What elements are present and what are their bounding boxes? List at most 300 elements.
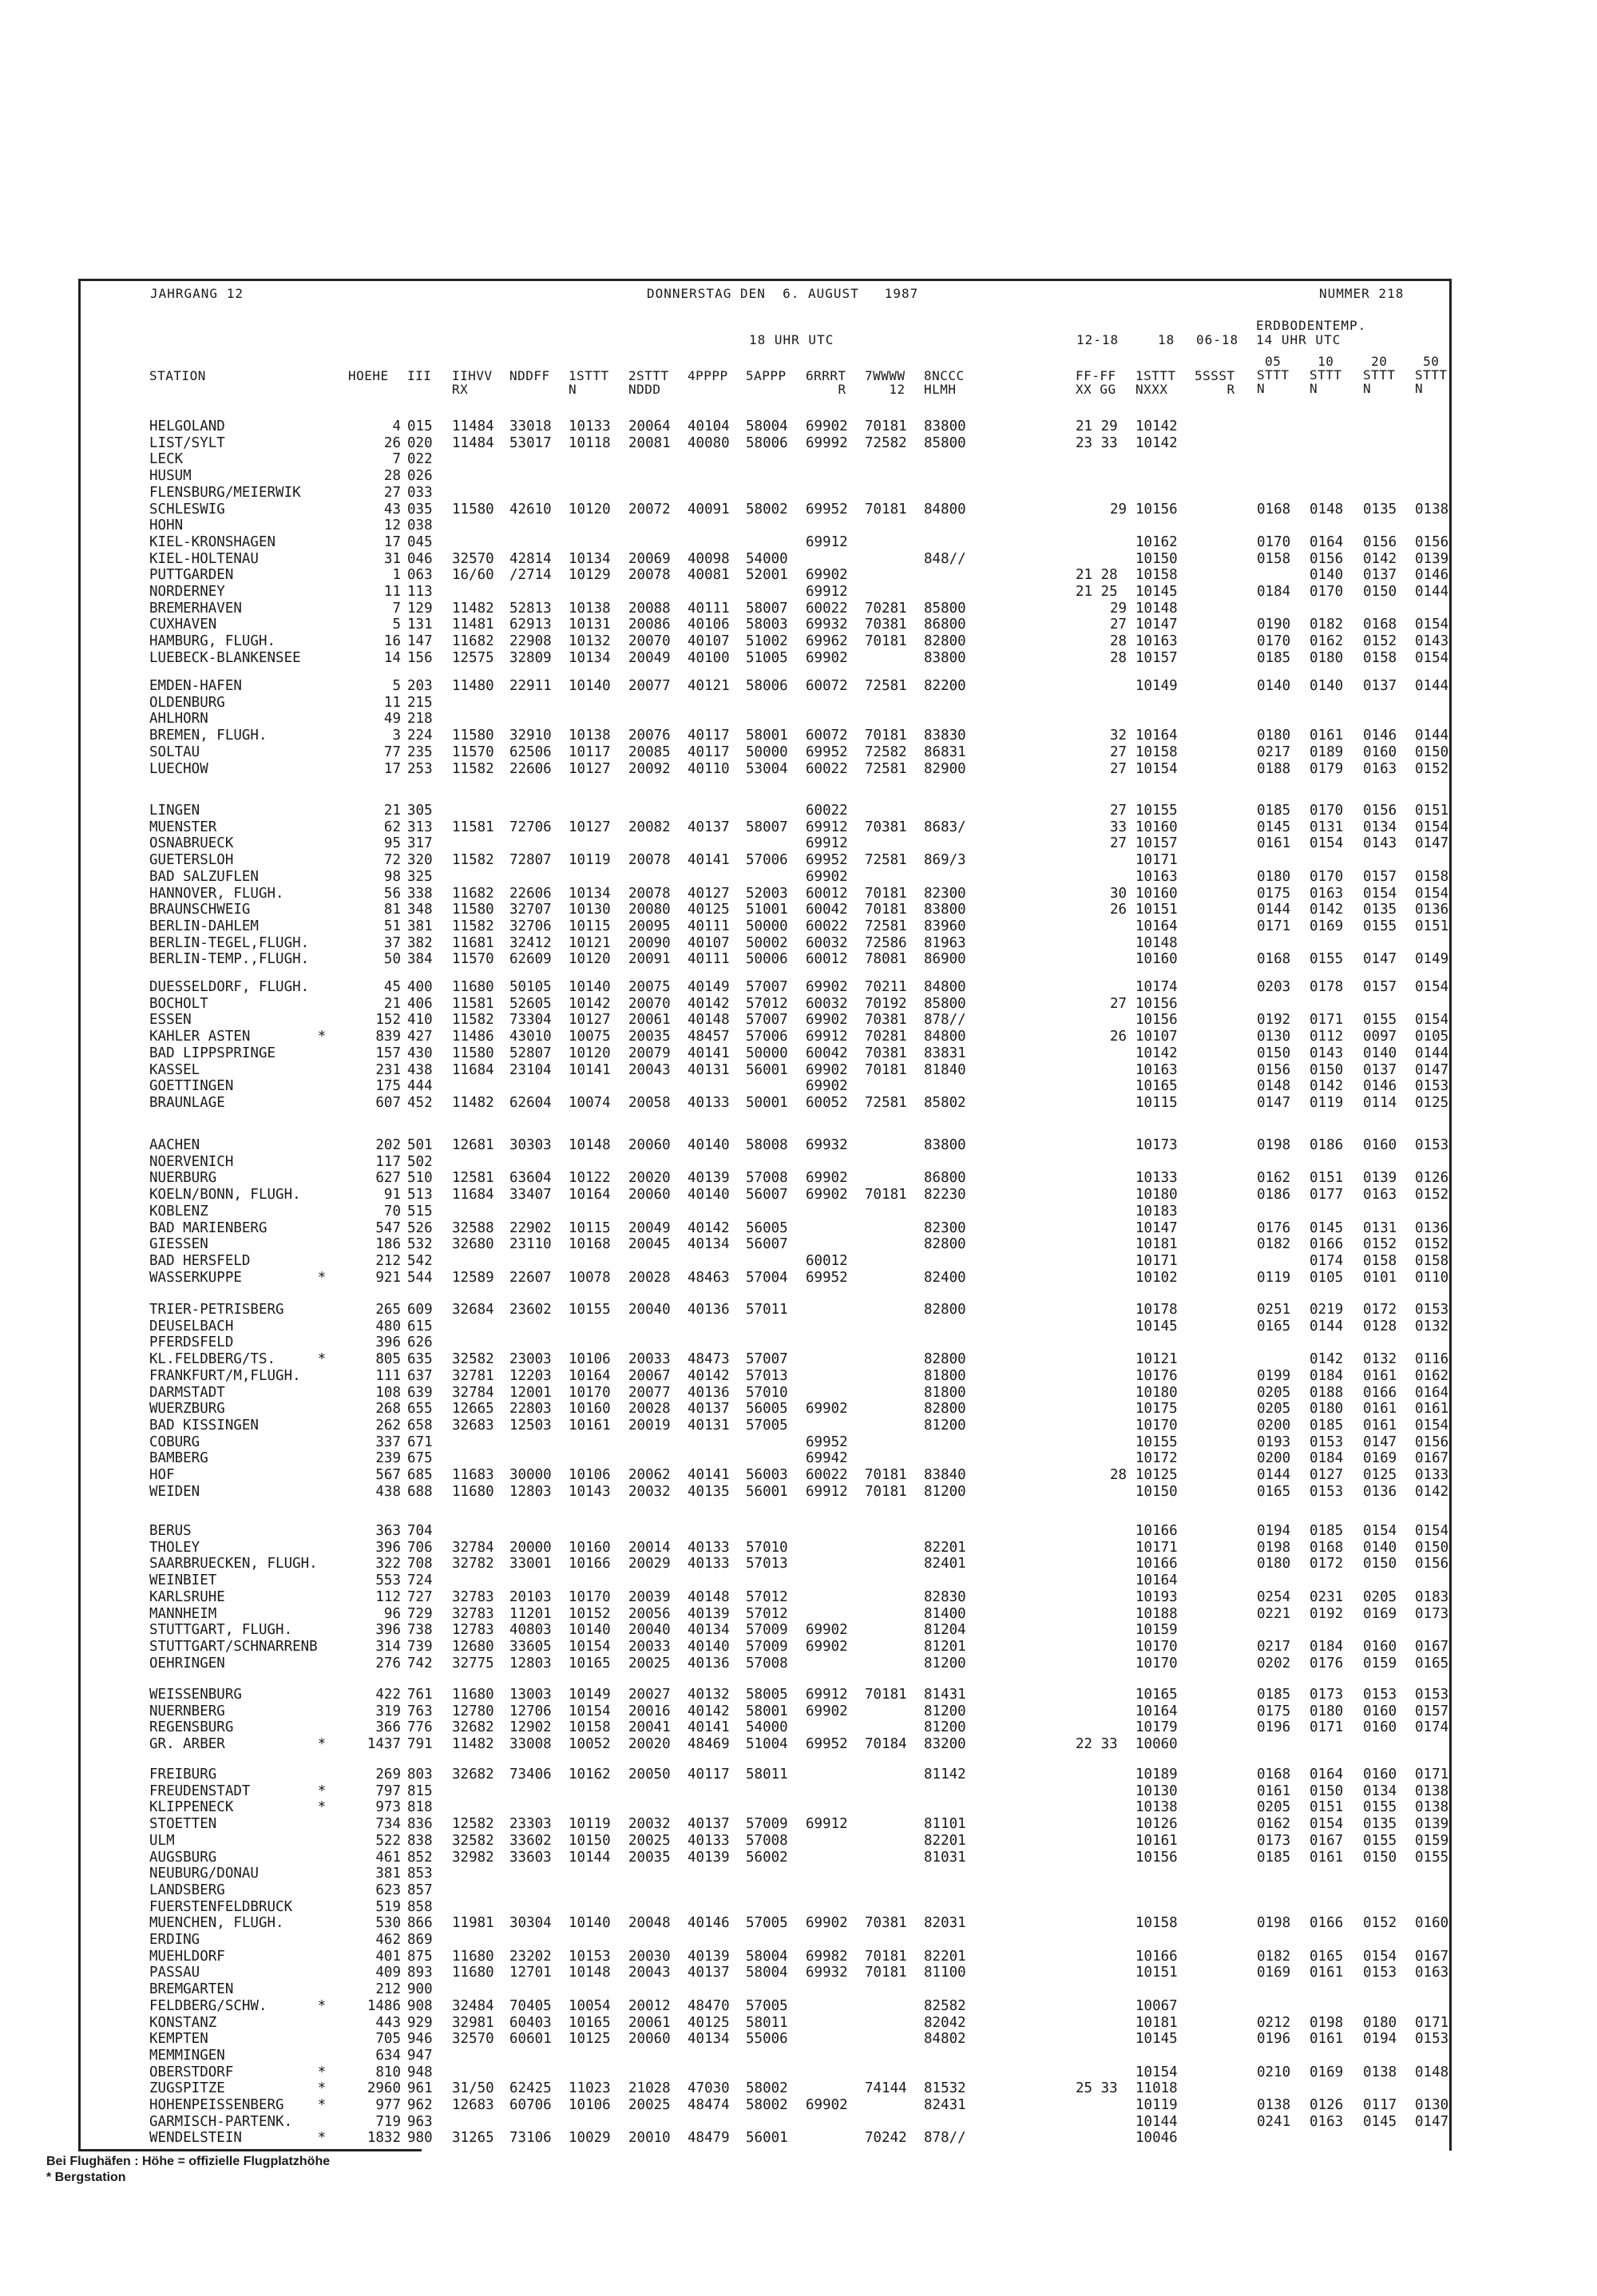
cell-1sttt: 10141 — [569, 1061, 611, 1078]
cell-soil-05: 0185 — [1257, 1687, 1291, 1703]
cell-nddff: 42610 — [509, 501, 552, 517]
cell-6rrrt: 69912 — [806, 1687, 848, 1703]
cell-nddff: 23303 — [509, 1816, 552, 1833]
cell-1sttt: 10122 — [569, 1170, 611, 1187]
table-row — [0, 567, 1597, 583]
cell-8nccc: 81200 — [924, 1719, 966, 1736]
cell-nddff: 12706 — [509, 1703, 552, 1719]
cell-soil-05: 0161 — [1257, 835, 1291, 852]
cell-soil-05: 0168 — [1257, 501, 1291, 517]
cell-2sttt: 20049 — [628, 1219, 671, 1236]
cell-1sttt: 10133 — [569, 418, 611, 434]
cell-station: LINGEN — [149, 803, 200, 819]
cell-1sttt: 10120 — [569, 501, 611, 517]
cell-hoehe: 11 — [383, 584, 401, 600]
cell-iii: 803 — [407, 1767, 433, 1782]
cell-station: GIESSEN — [149, 1236, 208, 1253]
cell-4pppp: 40111 — [688, 951, 730, 968]
cell-ff-ff: 21 25 — [1076, 584, 1118, 600]
cell-1sttt: 10115 — [569, 918, 611, 934]
cell-1sttt: 10140 — [569, 678, 611, 694]
soil-temp-time: 14 UHR UTC — [1256, 332, 1341, 347]
cell-ff-ff: 28 — [1110, 633, 1127, 650]
cell-nddff: 73406 — [509, 1767, 552, 1782]
table-row — [0, 1334, 1597, 1350]
cell-1sttt-max: 10181 — [1135, 1236, 1178, 1253]
cell-8nccc: 81431 — [924, 1687, 966, 1703]
cell-8nccc: 86800 — [924, 617, 966, 633]
cell-6rrrt: 60052 — [806, 1094, 848, 1111]
cell-nddff: 42814 — [509, 550, 552, 567]
table-row — [0, 1899, 1597, 1915]
cell-soil-20: 0169 — [1363, 1605, 1397, 1622]
cell-iihvv: 11482 — [452, 1094, 494, 1111]
cell-iii: 501 — [407, 1137, 433, 1153]
cell-station: DEUSELBACH — [149, 1318, 234, 1334]
cell-hoehe: 5 — [392, 678, 401, 694]
table-row — [0, 979, 1597, 995]
cell-1sttt-max: 10149 — [1135, 678, 1178, 694]
cell-8nccc: 81800 — [924, 1367, 966, 1384]
cell-1sttt-max: 10046 — [1135, 2130, 1178, 2147]
cell-iii: 708 — [407, 1556, 433, 1572]
cell-6rrrt: 60022 — [806, 918, 848, 934]
cell-station: NUERBURG — [149, 1170, 217, 1187]
cell-nddff: 72706 — [509, 819, 552, 835]
cell-station: BAD KISSINGEN — [149, 1417, 259, 1434]
cell-4pppp: 40141 — [688, 1719, 730, 1736]
cell-7wwww: 78081 — [865, 951, 907, 968]
cell-soil-50: 0147 — [1415, 2113, 1449, 2130]
table-row — [0, 744, 1597, 760]
cell-6rrrt: 69902 — [806, 418, 848, 434]
col-5appp: 5APPP — [746, 368, 787, 383]
cell-iihvv: 32784 — [452, 1539, 494, 1556]
cell-station: AHLHORN — [149, 711, 208, 728]
cell-soil-20: 0160 — [1363, 1719, 1397, 1736]
table-row — [0, 1981, 1597, 1997]
cell-soil-10: 0173 — [1310, 1687, 1344, 1703]
cell-1sttt: 10170 — [569, 1588, 611, 1605]
cell-5appp: 56001 — [746, 1483, 788, 1500]
table-row — [0, 886, 1597, 902]
cell-nddff: 50105 — [509, 979, 552, 995]
cell-soil-10: 0180 — [1310, 1401, 1344, 1418]
cell-4pppp: 40127 — [688, 885, 730, 902]
cell-7wwww: 70381 — [865, 1045, 907, 1061]
cell-ff-ff: 26 — [1110, 902, 1127, 918]
cell-soil-50: 0136 — [1415, 1219, 1449, 1236]
cell-soil-10: 0170 — [1310, 584, 1344, 600]
cell-soil-20: 0147 — [1363, 1434, 1397, 1450]
cell-1sttt: 10054 — [569, 1997, 611, 2014]
table-row — [0, 551, 1597, 567]
table-row — [0, 1998, 1597, 2014]
cell-station: COBURG — [149, 1434, 200, 1450]
cell-5appp: 56003 — [746, 1467, 788, 1483]
cell-soil-10: 0182 — [1310, 617, 1344, 633]
cell-hoehe: 1 — [392, 567, 401, 584]
cell-soil-20: 0140 — [1363, 1539, 1397, 1556]
cell-soil-20: 0160 — [1363, 744, 1397, 760]
cell-1sttt-max: 10151 — [1135, 1965, 1178, 1981]
cell-2sttt: 20056 — [628, 1605, 671, 1622]
cell-8nccc: 869/3 — [924, 852, 966, 869]
cell-iii: 980 — [407, 2130, 433, 2147]
cell-7wwww: 70192 — [865, 995, 907, 1012]
cell-soil-10: 0127 — [1310, 1467, 1344, 1483]
cell-soil-10: 0180 — [1310, 1703, 1344, 1719]
cell-soil-20: 0157 — [1363, 979, 1397, 995]
cell-2sttt: 20070 — [628, 633, 671, 650]
cell-8nccc: 82400 — [924, 1269, 966, 1286]
cell-soil-50: 0183 — [1415, 1588, 1449, 1605]
cell-soil-20: 0152 — [1363, 1915, 1397, 1932]
cell-soil-50: 0151 — [1415, 918, 1449, 934]
cell-6rrrt: 69962 — [806, 633, 848, 650]
cell-8nccc: 86831 — [924, 744, 966, 760]
table-row — [0, 1556, 1597, 1572]
cell-soil-20: 0158 — [1363, 1252, 1397, 1269]
cell-station: NEUBURG/DONAU — [149, 1866, 259, 1882]
table-row — [0, 819, 1597, 835]
cell-soil-20: 0158 — [1363, 649, 1397, 666]
cell-station: CUXHAVEN — [149, 617, 217, 633]
cell-7wwww: 70281 — [865, 600, 907, 617]
cell-hoehe: 212 — [375, 1252, 401, 1269]
cell-hoehe: 276 — [375, 1655, 401, 1671]
cell-7wwww: 70211 — [865, 979, 907, 995]
col-4pppp: 4PPPP — [688, 368, 728, 383]
cell-7wwww: 70381 — [865, 1012, 907, 1029]
cell-iii: 305 — [407, 803, 433, 819]
cell-1sttt-max: 10154 — [1135, 760, 1178, 777]
cell-soil-20: 0137 — [1363, 567, 1397, 584]
cell-6rrrt: 69902 — [806, 1915, 848, 1932]
cell-4pppp: 48473 — [688, 1351, 730, 1368]
cell-hoehe: 51 — [383, 918, 401, 934]
table-row — [0, 584, 1597, 600]
table-row — [0, 1816, 1597, 1832]
cell-hoehe: 519 — [375, 1898, 401, 1915]
cell-8nccc: 82201 — [924, 1948, 966, 1965]
cell-4pppp: 40139 — [688, 1605, 730, 1622]
cell-iihvv: 11680 — [452, 1483, 494, 1500]
cell-hoehe: 314 — [375, 1638, 401, 1655]
cell-station: DUESSELDORF, FLUGH. — [149, 979, 310, 995]
cell-iii: 131 — [407, 617, 433, 633]
cell-station: EMDEN-HAFEN — [149, 678, 242, 694]
cell-hoehe: 396 — [375, 1334, 401, 1351]
cell-4pppp: 40134 — [688, 1236, 730, 1253]
cell-2sttt: 20064 — [628, 418, 671, 434]
cell-2sttt: 20061 — [628, 1012, 671, 1029]
cell-5appp: 57007 — [746, 1012, 788, 1029]
cell-4pppp: 40139 — [688, 1948, 730, 1965]
cell-station: HOHN — [149, 517, 184, 534]
cell-5appp: 50000 — [746, 744, 788, 760]
cell-2sttt: 20072 — [628, 501, 671, 517]
cell-soil-50: 0139 — [1415, 1816, 1449, 1833]
cell-1sttt: 10120 — [569, 1045, 611, 1061]
cell-hoehe: 422 — [375, 1687, 401, 1703]
cell-soil-20: 0146 — [1363, 728, 1397, 744]
cell-1sttt-max: 10179 — [1135, 1719, 1178, 1736]
cell-station: SOLTAU — [149, 744, 200, 760]
cell-soil-50: 0160 — [1415, 1915, 1449, 1932]
cell-hoehe: 37 — [383, 934, 401, 951]
cell-1sttt: 10134 — [569, 550, 611, 567]
cell-1sttt: 10164 — [569, 1367, 611, 1384]
cell-hoehe: 56 — [383, 885, 401, 902]
cell-iihvv: 11683 — [452, 1467, 494, 1483]
cell-1sttt: 10117 — [569, 744, 611, 760]
cell-soil-05: 0185 — [1257, 803, 1291, 819]
cell-station: DARMSTADT — [149, 1384, 225, 1401]
cell-soil-50: 0154 — [1415, 819, 1449, 835]
table-row — [0, 1095, 1597, 1111]
cell-soil-10: 0167 — [1310, 1832, 1344, 1849]
cell-station: HELGOLAND — [149, 418, 225, 434]
cell-2sttt: 20095 — [628, 918, 671, 934]
cell-nddff: 33603 — [509, 1849, 552, 1866]
cell-1sttt-max: 10166 — [1135, 1556, 1178, 1572]
cell-4pppp: 40141 — [688, 852, 730, 869]
cell-soil-10: 0184 — [1310, 1367, 1344, 1384]
table-row — [0, 1932, 1597, 1948]
cell-station: FUERSTENFELDBRUCK — [149, 1898, 293, 1915]
cell-iii: 430 — [407, 1045, 433, 1061]
cell-hoehe: 977 — [375, 2097, 401, 2113]
cell-soil-05: 0165 — [1257, 1483, 1291, 1500]
table-row — [0, 711, 1597, 727]
cell-1sttt-max: 10125 — [1135, 1467, 1178, 1483]
cell-6rrrt: 69902 — [806, 1061, 848, 1078]
cell-8nccc: 84800 — [924, 979, 966, 995]
cell-iihvv: 11681 — [452, 934, 494, 951]
cell-1sttt: 10140 — [569, 1915, 611, 1932]
cell-iii: 706 — [407, 1539, 433, 1556]
cell-6rrrt: 69912 — [806, 1029, 848, 1045]
cell-hoehe: 530 — [375, 1915, 401, 1932]
cell-soil-50: 0110 — [1415, 1269, 1449, 1286]
cell-8nccc: 81142 — [924, 1767, 966, 1782]
cell-hoehe: 363 — [375, 1523, 401, 1539]
cell-station: ESSEN — [149, 1012, 192, 1029]
cell-2sttt: 20080 — [628, 902, 671, 918]
cell-soil-50: 0167 — [1415, 1948, 1449, 1965]
cell-iii: 532 — [407, 1236, 433, 1253]
cell-soil-50: 0136 — [1415, 902, 1449, 918]
cell-1sttt-max: 10164 — [1135, 918, 1178, 934]
cell-8nccc: 81201 — [924, 1638, 966, 1655]
cell-iihvv: 11680 — [452, 979, 494, 995]
col-soil-20: 20 STTT N — [1363, 354, 1396, 396]
cell-station: BERLIN-DAHLEM — [149, 918, 259, 934]
cell-soil-20: 0097 — [1363, 1029, 1397, 1045]
cell-station: GR. ARBER * — [149, 1736, 327, 1753]
cell-soil-50: 0154 — [1415, 1523, 1449, 1539]
cell-6rrrt: 69902 — [806, 1622, 848, 1639]
cell-soil-50: 0130 — [1415, 2097, 1449, 2113]
table-row — [0, 996, 1597, 1012]
cell-station: BAMBERG — [149, 1450, 208, 1467]
cell-soil-10: 0184 — [1310, 1638, 1344, 1655]
cell-soil-05: 0180 — [1257, 1556, 1291, 1572]
cell-station: BAD SALZUFLEN — [149, 868, 259, 885]
cell-4pppp: 40137 — [688, 1816, 730, 1833]
cell-7wwww: 70181 — [865, 633, 907, 650]
cell-hoehe: 14 — [383, 649, 401, 666]
cell-8nccc: 82800 — [924, 1401, 966, 1418]
cell-iii: 348 — [407, 902, 433, 918]
cell-1sttt-max: 10138 — [1135, 1799, 1178, 1816]
cell-5appp: 58006 — [746, 678, 788, 694]
cell-iihvv: 16/60 — [452, 567, 494, 584]
cell-hoehe: 175 — [375, 1078, 401, 1095]
cell-iihvv: 32783 — [452, 1588, 494, 1605]
table-row — [0, 935, 1597, 951]
cell-soil-10: 0178 — [1310, 979, 1344, 995]
cell-station: OLDENBURG — [149, 694, 225, 711]
cell-station: BRAUNLAGE — [149, 1094, 225, 1111]
cell-ff-ff: 33 — [1110, 819, 1127, 835]
cell-1sttt: 10155 — [569, 1302, 611, 1318]
cell-soil-10: 0192 — [1310, 1605, 1344, 1622]
cell-nddff: 40803 — [509, 1622, 552, 1639]
cell-soil-20: 0159 — [1363, 1655, 1397, 1671]
cell-nddff: 52605 — [509, 995, 552, 1012]
cell-1sttt-max: 10119 — [1135, 2097, 1178, 2113]
cell-iii: 853 — [407, 1866, 433, 1882]
cell-1sttt-max: 10163 — [1135, 868, 1178, 885]
cell-1sttt: 10074 — [569, 1094, 611, 1111]
cell-iihvv: 32684 — [452, 1302, 494, 1318]
cell-7wwww: 72581 — [865, 678, 907, 694]
cell-2sttt: 20012 — [628, 1997, 671, 2014]
cell-1sttt-max: 10115 — [1135, 1094, 1178, 1111]
cell-soil-10: 0150 — [1310, 1061, 1344, 1078]
cell-hoehe: 186 — [375, 1236, 401, 1253]
cell-hoehe: 734 — [375, 1816, 401, 1833]
cell-4pppp: 40137 — [688, 1965, 730, 1981]
cell-1sttt-max: 10156 — [1135, 1849, 1178, 1866]
cell-station: AACHEN — [149, 1137, 200, 1153]
cell-soil-50: 0157 — [1415, 1703, 1449, 1719]
cell-station: BERLIN-TEGEL,FLUGH. — [149, 934, 310, 951]
table-row — [0, 1467, 1597, 1483]
cell-iii: 156 — [407, 649, 433, 666]
cell-8nccc: 8683/ — [924, 819, 966, 835]
cell-soil-20: 0161 — [1363, 1367, 1397, 1384]
cell-6rrrt: 60072 — [806, 678, 848, 694]
cell-soil-10: 0140 — [1310, 678, 1344, 694]
cell-hoehe: 72 — [383, 852, 401, 869]
cell-1sttt: 10165 — [569, 2014, 611, 2031]
cell-8nccc: 81204 — [924, 1622, 966, 1639]
cell-soil-05: 0212 — [1257, 2014, 1291, 2031]
table-row — [0, 918, 1597, 934]
cell-8nccc: 82800 — [924, 1302, 966, 1318]
cell-nddff: 23003 — [509, 1351, 552, 1368]
cell-4pppp: 40136 — [688, 1302, 730, 1318]
cell-5appp: 58011 — [746, 1767, 788, 1782]
table-row — [0, 485, 1597, 501]
cell-hoehe: 7 — [392, 451, 401, 468]
cell-1sttt-max: 10166 — [1135, 1523, 1178, 1539]
cell-hoehe: 12 — [383, 517, 401, 534]
soil-temp-title: ERDBODENTEMP. — [1256, 318, 1367, 333]
cell-soil-10: 0172 — [1310, 1556, 1344, 1572]
cell-8nccc: 81200 — [924, 1655, 966, 1671]
cell-8nccc: 84802 — [924, 2031, 966, 2048]
cell-station: FRANKFURT/M,FLUGH. — [149, 1367, 301, 1384]
cell-iihvv: 11981 — [452, 1915, 494, 1932]
cell-1sttt: 10106 — [569, 1467, 611, 1483]
cell-1sttt-max: 10183 — [1135, 1203, 1178, 1219]
table-row — [0, 761, 1597, 777]
period-18: 18 — [1158, 332, 1175, 347]
cell-soil-20: 0152 — [1363, 633, 1397, 650]
cell-1sttt-max: 10121 — [1135, 1351, 1178, 1368]
cell-hoehe: 547 — [375, 1219, 401, 1236]
cell-soil-10: 0144 — [1310, 1318, 1344, 1334]
cell-soil-10: 0180 — [1310, 649, 1344, 666]
cell-hoehe: 634 — [375, 2047, 401, 2064]
cell-station: BREMERHAVEN — [149, 600, 242, 617]
cell-6rrrt: 69952 — [806, 852, 848, 869]
cell-5appp: 58004 — [746, 1965, 788, 1981]
table-row — [0, 1029, 1597, 1045]
cell-soil-20: 0161 — [1363, 1401, 1397, 1418]
cell-iihvv: 11581 — [452, 819, 494, 835]
cell-2sttt: 20040 — [628, 1302, 671, 1318]
cell-station: LUECHOW — [149, 760, 208, 777]
period-06-18: 06-18 — [1196, 332, 1239, 347]
cell-7wwww: 70281 — [865, 1029, 907, 1045]
cell-nddff: 22606 — [509, 885, 552, 902]
cell-station: OBERSTDORF * — [149, 2064, 327, 2080]
cell-iihvv: 12783 — [452, 1622, 494, 1639]
cell-nddff: 12902 — [509, 1719, 552, 1736]
cell-soil-05: 0168 — [1257, 951, 1291, 968]
cell-iihvv: 11481 — [452, 617, 494, 633]
table-row — [0, 1882, 1597, 1898]
table-row — [0, 1204, 1597, 1219]
cell-6rrrt: 69932 — [806, 1137, 848, 1153]
cell-soil-05: 0170 — [1257, 633, 1291, 650]
table-row — [0, 1639, 1597, 1655]
cell-5appp: 58001 — [746, 1703, 788, 1719]
cell-ff-ff: 21 28 — [1076, 567, 1118, 584]
cell-hoehe: 805 — [375, 1351, 401, 1368]
cell-soil-05: 0203 — [1257, 979, 1291, 995]
cell-hoehe: 461 — [375, 1849, 401, 1866]
cell-nddff: 70405 — [509, 1997, 552, 2014]
cell-soil-10: 0153 — [1310, 1483, 1344, 1500]
cell-hoehe: 522 — [375, 1832, 401, 1849]
cell-soil-20: 0157 — [1363, 868, 1397, 885]
cell-5appp: 53004 — [746, 760, 788, 777]
cell-soil-05: 0192 — [1257, 1012, 1291, 1029]
cell-soil-10: 0171 — [1310, 1719, 1344, 1736]
cell-station: MUENCHEN, FLUGH. — [149, 1915, 284, 1932]
cell-5appp: 57012 — [746, 1588, 788, 1605]
cell-iihvv: 32782 — [452, 1556, 494, 1572]
cell-1sttt-max: 10174 — [1135, 979, 1178, 995]
cell-soil-20: 0160 — [1363, 1638, 1397, 1655]
cell-1sttt: 10148 — [569, 1965, 611, 1981]
